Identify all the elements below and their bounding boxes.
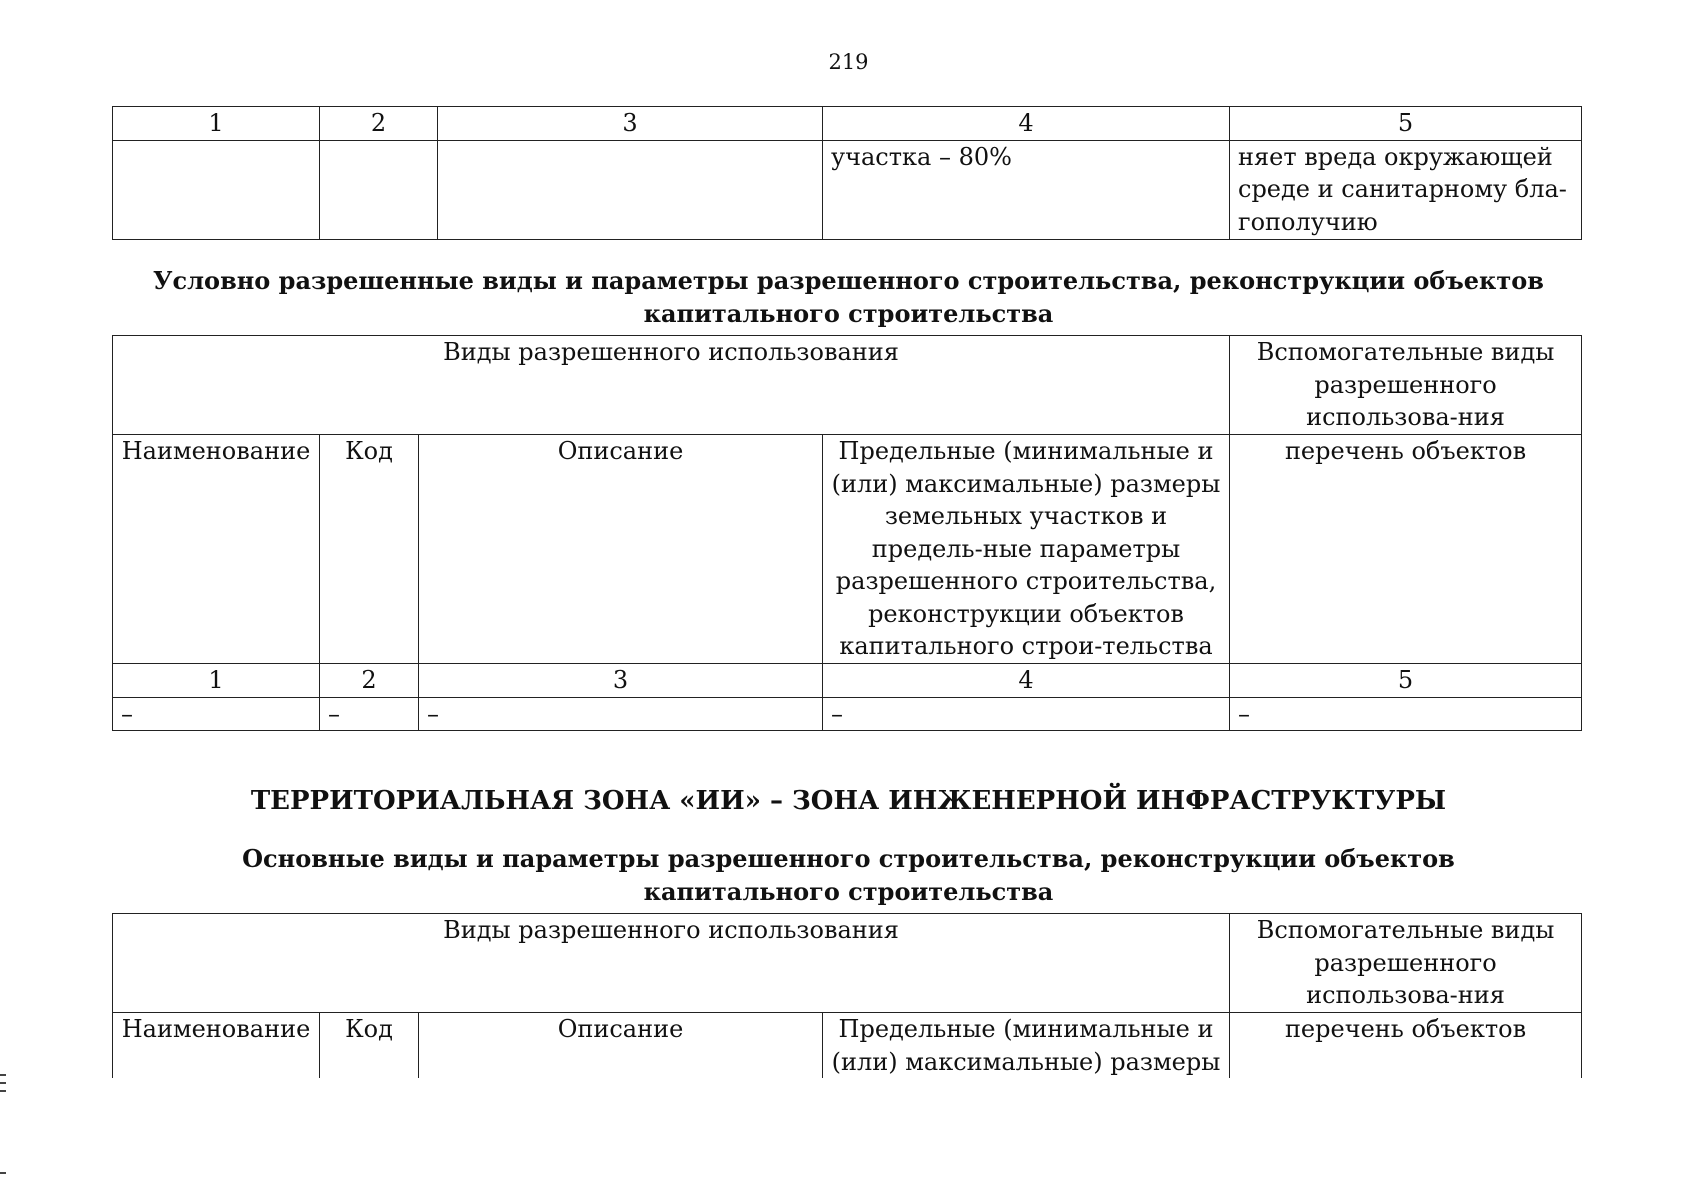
column-number: 3 bbox=[438, 107, 823, 141]
column-header-limits: Предельные (минимальные и (или) максимальные) размеры земельных участков и предель-ные параметры разрешенного строительства, реконструкции объектов капитального строи-тельства bbox=[823, 435, 1230, 664]
table-cell: – bbox=[419, 697, 823, 731]
main-uses-table bbox=[112, 913, 1582, 1078]
table-cell: – bbox=[823, 697, 1230, 731]
scan-mark bbox=[0, 1172, 6, 1174]
table-cell bbox=[320, 140, 438, 239]
column-header-row bbox=[113, 1013, 1582, 1079]
group-header-aux: Вспомогательные виды разрешенного использова-ния bbox=[1230, 914, 1582, 1013]
column-number: 2 bbox=[320, 664, 419, 698]
scan-mark bbox=[0, 1090, 6, 1092]
column-header-objects: перечень объектов bbox=[1230, 435, 1582, 664]
group-header-row bbox=[113, 336, 1582, 435]
section-heading: Основные виды и параметры разрешенного строительства, реконструкции объектов капитального строительства bbox=[242, 844, 1455, 906]
section-heading: Условно разрешенные виды и параметры разрешенного строительства, реконструкции объектов капитального строительства bbox=[153, 266, 1544, 328]
column-number: 1 bbox=[113, 107, 320, 141]
table-header-row bbox=[113, 107, 1582, 141]
column-number-row bbox=[113, 664, 1582, 698]
table-cell: – bbox=[113, 697, 320, 731]
column-header-code: Код bbox=[320, 1013, 419, 1079]
column-header-code: Код bbox=[320, 435, 419, 664]
column-header-limits: Предельные (минимальные и (или) максимальные) размеры bbox=[823, 1013, 1230, 1079]
column-number: 5 bbox=[1230, 664, 1582, 698]
column-header-row bbox=[113, 435, 1582, 664]
group-header-row bbox=[113, 914, 1582, 1013]
column-header-name: Наименование bbox=[113, 435, 320, 664]
group-header-main: Виды разрешенного использования bbox=[113, 914, 1230, 1013]
scan-mark bbox=[0, 1082, 6, 1084]
column-number: 2 bbox=[320, 107, 438, 141]
column-header-objects: перечень объектов bbox=[1230, 1013, 1582, 1079]
table-cell: няет вреда окружающей среде и санитарному бла-гополучию bbox=[1230, 140, 1582, 239]
column-header-name: Наименование bbox=[113, 1013, 320, 1079]
continuation-table bbox=[112, 106, 1582, 240]
table-row bbox=[113, 140, 1582, 239]
table-cell bbox=[438, 140, 823, 239]
page-number: 219 bbox=[828, 50, 869, 74]
column-number: 4 bbox=[823, 664, 1230, 698]
column-header-description: Описание bbox=[419, 435, 823, 664]
conditional-uses-table bbox=[112, 335, 1582, 731]
zone-title: ТЕРРИТОРИАЛЬНАЯ ЗОНА «ИИ» – ЗОНА ИНЖЕНЕРНОЙ ИНФРАСТРУКТУРЫ bbox=[250, 786, 1447, 816]
column-header-description: Описание bbox=[419, 1013, 823, 1079]
column-number: 4 bbox=[823, 107, 1230, 141]
scan-mark bbox=[0, 1074, 6, 1076]
group-header-main: Виды разрешенного использования bbox=[113, 336, 1230, 435]
column-number: 3 bbox=[419, 664, 823, 698]
table-cell: – bbox=[1230, 697, 1582, 731]
column-number: 1 bbox=[113, 664, 320, 698]
table-cell: – bbox=[320, 697, 419, 731]
table-cell: участка – 80% bbox=[823, 140, 1230, 239]
table-cell bbox=[113, 140, 320, 239]
column-number: 5 bbox=[1230, 107, 1582, 141]
table-row bbox=[113, 697, 1582, 731]
group-header-aux: Вспомогательные виды разрешенного использова-ния bbox=[1230, 336, 1582, 435]
